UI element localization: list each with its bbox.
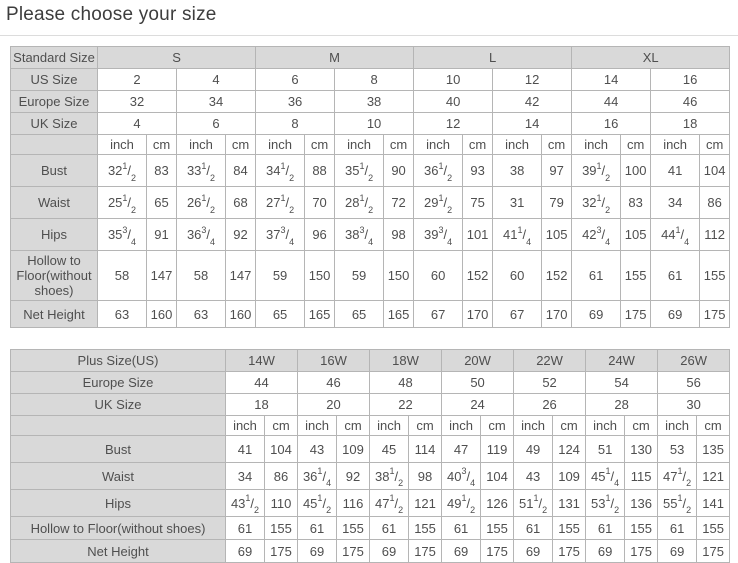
measure-value-cell: 136 — [625, 490, 658, 517]
info-value-cell: 6 — [177, 113, 256, 135]
size-cell: M — [256, 47, 414, 69]
measure-value-cell: 69 — [370, 540, 409, 563]
size-cell: 24W — [586, 350, 658, 372]
measure-value-cell: $43^1/_2$ — [226, 490, 265, 517]
measure-value-cell: $37^3/_4$ — [256, 219, 305, 251]
info-value-cell: 16 — [651, 69, 730, 91]
measure-value-cell: 175 — [481, 540, 514, 563]
measure-value-cell: 59 — [335, 251, 384, 301]
measure-value-cell: 175 — [553, 540, 586, 563]
measure-value-cell: $45^1/_2$ — [298, 490, 337, 517]
measure-value-cell: $53^1/_2$ — [586, 490, 625, 517]
unit-cell: cm — [625, 416, 658, 436]
info-value-cell: 8 — [335, 69, 414, 91]
unit-cell: inch — [514, 416, 553, 436]
info-value-cell: 24 — [442, 394, 514, 416]
size-cell: L — [414, 47, 572, 69]
measure-value-cell: 104 — [265, 436, 298, 463]
measure-value-cell: 175 — [621, 301, 651, 328]
unit-cell: inch — [658, 416, 697, 436]
unit-cell: inch — [442, 416, 481, 436]
measure-value-cell: $32^1/_2$ — [572, 187, 621, 219]
measure-value-cell: 97 — [542, 155, 572, 187]
measure-value-cell: 86 — [700, 187, 730, 219]
measure-value-cell: 70 — [305, 187, 335, 219]
info-value-cell: 18 — [226, 394, 298, 416]
measure-value-cell: 61 — [651, 251, 700, 301]
measure-value-cell: 175 — [700, 301, 730, 328]
size-cell: 14W — [226, 350, 298, 372]
measure-value-cell: 96 — [305, 219, 335, 251]
measure-value-cell: $36^1/_4$ — [298, 463, 337, 490]
row-label-cell: Europe Size — [11, 372, 226, 394]
info-value-cell: 46 — [298, 372, 370, 394]
measure-value-cell: 61 — [442, 517, 481, 540]
info-value-cell: 38 — [335, 91, 414, 113]
measure-value-cell: 69 — [226, 540, 265, 563]
measure-value-cell: 41 — [226, 436, 265, 463]
measure-value-cell: 58 — [98, 251, 147, 301]
row-label-cell: US Size — [11, 69, 98, 91]
measure-value-cell: 68 — [226, 187, 256, 219]
size-cell: S — [98, 47, 256, 69]
unit-cell: inch — [651, 135, 700, 155]
measure-value-cell: 109 — [553, 463, 586, 490]
measure-value-cell: 165 — [384, 301, 414, 328]
size-cell: 16W — [298, 350, 370, 372]
measure-value-cell: $39^3/_4$ — [414, 219, 463, 251]
measure-value-cell: 67 — [414, 301, 463, 328]
measure-value-cell: 92 — [226, 219, 256, 251]
measure-value-cell: 110 — [265, 490, 298, 517]
measure-value-cell: $38^1/_2$ — [370, 463, 409, 490]
measure-value-cell: 34 — [226, 463, 265, 490]
measure-value-cell: 79 — [542, 187, 572, 219]
measure-value-cell: 61 — [572, 251, 621, 301]
row-label-cell: Hips — [11, 219, 98, 251]
measure-value-cell: $40^3/_4$ — [442, 463, 481, 490]
measure-value-cell: 121 — [409, 490, 442, 517]
size-table — [10, 349, 730, 563]
measure-value-cell: 69 — [442, 540, 481, 563]
measure-value-cell: 61 — [514, 517, 553, 540]
unit-cell: cm — [542, 135, 572, 155]
unit-cell: inch — [493, 135, 542, 155]
measure-value-cell: $25^1/_2$ — [98, 187, 147, 219]
row-label-cell: Waist — [11, 187, 98, 219]
measure-value-cell: 150 — [384, 251, 414, 301]
measure-value-cell: 98 — [384, 219, 414, 251]
info-value-cell: 40 — [414, 91, 493, 113]
measure-value-cell: 155 — [697, 517, 730, 540]
info-value-cell: 26 — [514, 394, 586, 416]
measure-value-cell: 116 — [337, 490, 370, 517]
measure-value-cell: 104 — [700, 155, 730, 187]
info-value-cell: 50 — [442, 372, 514, 394]
unit-cell: cm — [481, 416, 514, 436]
unit-cell: cm — [409, 416, 442, 436]
table-title-cell: Plus Size(US) — [11, 350, 226, 372]
measure-value-cell: 59 — [256, 251, 305, 301]
info-value-cell: 4 — [98, 113, 177, 135]
measure-value-cell: 65 — [256, 301, 305, 328]
unit-cell: cm — [463, 135, 493, 155]
unit-cell: cm — [384, 135, 414, 155]
measure-value-cell: 84 — [226, 155, 256, 187]
info-value-cell: 2 — [98, 69, 177, 91]
measure-value-cell: 43 — [298, 436, 337, 463]
info-value-cell: 52 — [514, 372, 586, 394]
info-value-cell: 36 — [256, 91, 335, 113]
info-value-cell: 14 — [572, 69, 651, 91]
info-value-cell: 32 — [98, 91, 177, 113]
measure-value-cell: 92 — [337, 463, 370, 490]
measure-value-cell: 160 — [147, 301, 177, 328]
measure-value-cell: 67 — [493, 301, 542, 328]
info-value-cell: 12 — [414, 113, 493, 135]
measure-value-cell: 155 — [265, 517, 298, 540]
unit-cell: cm — [697, 416, 730, 436]
measure-value-cell: 49 — [514, 436, 553, 463]
measure-value-cell: 101 — [463, 219, 493, 251]
measure-value-cell: 124 — [553, 436, 586, 463]
measure-value-cell: 119 — [481, 436, 514, 463]
measure-value-cell: $26^1/_2$ — [177, 187, 226, 219]
measure-value-cell: 152 — [542, 251, 572, 301]
info-value-cell: 34 — [177, 91, 256, 113]
info-value-cell: 54 — [586, 372, 658, 394]
measure-value-cell: 150 — [305, 251, 335, 301]
measure-value-cell: 61 — [658, 517, 697, 540]
row-label-cell: Hollow to Floor(without shoes) — [11, 251, 98, 301]
measure-value-cell: $27^1/_2$ — [256, 187, 305, 219]
size-cell: 20W — [442, 350, 514, 372]
info-value-cell: 30 — [658, 394, 730, 416]
info-value-cell: 6 — [256, 69, 335, 91]
measure-value-cell: $29^1/_2$ — [414, 187, 463, 219]
size-cell: 26W — [658, 350, 730, 372]
info-value-cell: 46 — [651, 91, 730, 113]
measure-value-cell: 175 — [409, 540, 442, 563]
size-cell: 18W — [370, 350, 442, 372]
measure-value-cell: $44^1/_4$ — [651, 219, 700, 251]
measure-value-cell: 147 — [226, 251, 256, 301]
measure-value-cell: $47^1/_2$ — [370, 490, 409, 517]
measure-value-cell: $47^1/_2$ — [658, 463, 697, 490]
measure-value-cell: 160 — [226, 301, 256, 328]
unit-cell: cm — [305, 135, 335, 155]
measure-value-cell: 88 — [305, 155, 335, 187]
measure-value-cell: $41^1/_4$ — [493, 219, 542, 251]
row-label-cell: Bust — [11, 436, 226, 463]
row-label-cell: Bust — [11, 155, 98, 187]
measure-value-cell: 105 — [542, 219, 572, 251]
info-value-cell: 56 — [658, 372, 730, 394]
measure-value-cell: 91 — [147, 219, 177, 251]
measure-value-cell: 109 — [337, 436, 370, 463]
row-label-cell: UK Size — [11, 113, 98, 135]
size-cell: 22W — [514, 350, 586, 372]
row-label-cell — [11, 135, 98, 155]
measure-value-cell: 69 — [298, 540, 337, 563]
info-value-cell: 14 — [493, 113, 572, 135]
measure-value-cell: $42^3/_4$ — [572, 219, 621, 251]
info-value-cell: 20 — [298, 394, 370, 416]
standard-size-table — [10, 46, 738, 328]
measure-value-cell: 175 — [337, 540, 370, 563]
measure-value-cell: 170 — [463, 301, 493, 328]
measure-value-cell: 155 — [409, 517, 442, 540]
unit-cell: inch — [98, 135, 147, 155]
measure-value-cell: 63 — [98, 301, 147, 328]
measure-value-cell: 155 — [481, 517, 514, 540]
measure-value-cell: 63 — [177, 301, 226, 328]
info-value-cell: 28 — [586, 394, 658, 416]
measure-value-cell: 61 — [586, 517, 625, 540]
info-value-cell: 10 — [414, 69, 493, 91]
measure-value-cell: 90 — [384, 155, 414, 187]
measure-value-cell: 47 — [442, 436, 481, 463]
size-cell: XL — [572, 47, 730, 69]
measure-value-cell: 65 — [147, 187, 177, 219]
measure-value-cell: $39^1/_2$ — [572, 155, 621, 187]
unit-cell: inch — [177, 135, 226, 155]
row-label-cell: UK Size — [11, 394, 226, 416]
measure-value-cell: $49^1/_2$ — [442, 490, 481, 517]
unit-cell: cm — [147, 135, 177, 155]
measure-value-cell: 69 — [651, 301, 700, 328]
measure-value-cell: 45 — [370, 436, 409, 463]
measure-value-cell: 114 — [409, 436, 442, 463]
unit-cell: cm — [226, 135, 256, 155]
info-value-cell: 44 — [226, 372, 298, 394]
measure-value-cell: 115 — [625, 463, 658, 490]
measure-value-cell: 126 — [481, 490, 514, 517]
measure-value-cell: 75 — [463, 187, 493, 219]
unit-cell: inch — [298, 416, 337, 436]
measure-value-cell: 155 — [621, 251, 651, 301]
measure-value-cell: 34 — [651, 187, 700, 219]
unit-cell: inch — [370, 416, 409, 436]
measure-value-cell: 165 — [305, 301, 335, 328]
measure-value-cell: 175 — [697, 540, 730, 563]
info-value-cell: 22 — [370, 394, 442, 416]
measure-value-cell: 112 — [700, 219, 730, 251]
measure-value-cell: 155 — [337, 517, 370, 540]
measure-value-cell: 93 — [463, 155, 493, 187]
measure-value-cell: $55^1/_2$ — [658, 490, 697, 517]
info-value-cell: 12 — [493, 69, 572, 91]
measure-value-cell: 170 — [542, 301, 572, 328]
measure-value-cell: 31 — [493, 187, 542, 219]
row-label-cell — [11, 416, 226, 436]
info-value-cell: 48 — [370, 372, 442, 394]
unit-cell: cm — [265, 416, 298, 436]
row-label-cell: Net Height — [11, 540, 226, 563]
measure-value-cell: 155 — [625, 517, 658, 540]
measure-value-cell: 131 — [553, 490, 586, 517]
measure-value-cell: $51^1/_2$ — [514, 490, 553, 517]
measure-value-cell: 69 — [586, 540, 625, 563]
measure-value-cell: 69 — [514, 540, 553, 563]
info-value-cell: 10 — [335, 113, 414, 135]
measure-value-cell: 61 — [298, 517, 337, 540]
measure-value-cell: 155 — [553, 517, 586, 540]
measure-value-cell: 175 — [625, 540, 658, 563]
measure-value-cell: 69 — [572, 301, 621, 328]
measure-value-cell: 152 — [463, 251, 493, 301]
measure-value-cell: $36^3/_4$ — [177, 219, 226, 251]
row-label-cell: Hips — [11, 490, 226, 517]
measure-value-cell: 43 — [514, 463, 553, 490]
measure-value-cell: $45^1/_4$ — [586, 463, 625, 490]
measure-value-cell: $34^1/_2$ — [256, 155, 305, 187]
row-label-cell: Waist — [11, 463, 226, 490]
measure-value-cell: 100 — [621, 155, 651, 187]
measure-value-cell: 38 — [493, 155, 542, 187]
measure-value-cell: 105 — [621, 219, 651, 251]
unit-cell: inch — [414, 135, 463, 155]
measure-value-cell: 41 — [651, 155, 700, 187]
measure-value-cell: 61 — [226, 517, 265, 540]
measure-value-cell: $32^1/_2$ — [98, 155, 147, 187]
measure-value-cell: 104 — [481, 463, 514, 490]
measure-value-cell: 61 — [370, 517, 409, 540]
measure-value-cell: 86 — [265, 463, 298, 490]
plus-size-table — [10, 349, 738, 563]
measure-value-cell: $35^3/_4$ — [98, 219, 147, 251]
measure-value-cell: 98 — [409, 463, 442, 490]
measure-value-cell: 141 — [697, 490, 730, 517]
measure-value-cell: 60 — [414, 251, 463, 301]
measure-value-cell: 60 — [493, 251, 542, 301]
measure-value-cell: 72 — [384, 187, 414, 219]
size-table — [10, 46, 730, 328]
unit-cell: inch — [256, 135, 305, 155]
unit-cell: inch — [335, 135, 384, 155]
info-value-cell: 42 — [493, 91, 572, 113]
measure-value-cell: 135 — [697, 436, 730, 463]
measure-value-cell: 65 — [335, 301, 384, 328]
measure-value-cell: 58 — [177, 251, 226, 301]
measure-value-cell: 51 — [586, 436, 625, 463]
info-value-cell: 18 — [651, 113, 730, 135]
measure-value-cell: 121 — [697, 463, 730, 490]
unit-cell: inch — [586, 416, 625, 436]
unit-cell: cm — [700, 135, 730, 155]
unit-cell: cm — [621, 135, 651, 155]
measure-value-cell: 155 — [700, 251, 730, 301]
unit-cell: cm — [337, 416, 370, 436]
measure-value-cell: 83 — [147, 155, 177, 187]
unit-cell: cm — [553, 416, 586, 436]
unit-cell: inch — [226, 416, 265, 436]
unit-cell: inch — [572, 135, 621, 155]
measure-value-cell: 147 — [147, 251, 177, 301]
measure-value-cell: $38^3/_4$ — [335, 219, 384, 251]
measure-value-cell: $35^1/_2$ — [335, 155, 384, 187]
table-title-cell: Standard Size — [11, 47, 98, 69]
info-value-cell: 4 — [177, 69, 256, 91]
measure-value-cell: $33^1/_2$ — [177, 155, 226, 187]
measure-value-cell: $28^1/_2$ — [335, 187, 384, 219]
measure-value-cell: 53 — [658, 436, 697, 463]
row-label-cell: Net Height — [11, 301, 98, 328]
row-label-cell: Europe Size — [11, 91, 98, 113]
info-value-cell: 44 — [572, 91, 651, 113]
measure-value-cell: 130 — [625, 436, 658, 463]
measure-value-cell: $36^1/_2$ — [414, 155, 463, 187]
info-value-cell: 16 — [572, 113, 651, 135]
page-title: Please choose your size — [6, 4, 217, 25]
title-divider — [0, 35, 738, 36]
measure-value-cell: 83 — [621, 187, 651, 219]
measure-value-cell: 175 — [265, 540, 298, 563]
row-label-cell: Hollow to Floor(without shoes) — [11, 517, 226, 540]
info-value-cell: 8 — [256, 113, 335, 135]
measure-value-cell: 69 — [658, 540, 697, 563]
